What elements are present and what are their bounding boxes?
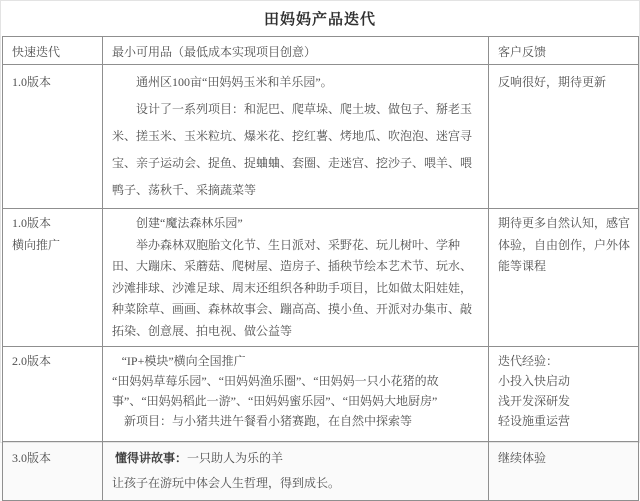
version-cell (3, 65, 103, 209)
content-cell (103, 65, 489, 209)
content-cell (103, 347, 489, 442)
version-label: 3.0版本 (12, 451, 52, 465)
content-paragraph: 新项目：与小猪共进午餐看小猪赛跑，在自然中探索等 (124, 414, 413, 428)
feedback-text: 浅开发深研发 (498, 394, 571, 408)
feedback-cell (489, 442, 639, 501)
feedback-cell (489, 347, 639, 442)
table-row (3, 65, 639, 209)
content-paragraph: “IP+模块”横向全国推广 (121, 354, 246, 368)
content-cell (103, 442, 489, 501)
header-cell-mvp: 最小可用品（最低成本实现项目创意） (103, 37, 489, 65)
table-row (3, 347, 639, 442)
content-lead-rest: 一只助人为乐的羊 (187, 451, 284, 465)
table-row (3, 209, 639, 347)
content-paragraph: 举办森林双胞胎文化节、生日派对、采野花、玩儿树叶、学种田、大蹦床、采蘑菇、爬树屋、造房子、插秧节绘本艺术节、玩水、沙滩排球、沙滩足球、周末还组织各种助手项目，比如做太阳娃娃，种菜除草、画画、森林故事会、蹦高高、摸小鱼、开派对办集市、敲拓染、创意展、拍电视、做公益等 (112, 237, 473, 338)
feedback-cell (489, 65, 639, 209)
version-cell (3, 347, 103, 442)
feedback-text: 期待更多自然认知，感官体验，自由创作，户外体能等课程 (498, 216, 631, 273)
version-label: 1.0版本 (12, 75, 52, 89)
content-paragraph: “田妈妈草莓乐园”、“田妈妈渔乐圈”、“田妈妈一只小花猪的故事”、“田妈妈稻此一游”、“田妈妈蜜乐园”、“田妈妈大地厨房” (112, 374, 439, 408)
feedback-text: 小投入快启动 (498, 374, 571, 388)
page-title: 田妈妈产品迭代 (263, 12, 376, 28)
content-paragraph: 设计了一系列项目：和泥巴、爬草垛、爬土坡、做包子、掰老玉米、搓玉米、玉米粒坑、爆米花、挖红薯、烤地瓜、吹泡泡、迷宫寻宝、亲子运动会、捉鱼、捉蛐蛐、套圈、走迷宫、挖沙子、喂羊、喂鸭子、荡秋千、采摘蔬菜等 (112, 102, 473, 197)
feedback-text: 迭代经验： (498, 354, 559, 368)
header-cell-version: 快速迭代 (3, 37, 103, 65)
content-paragraph (112, 446, 482, 471)
feedback-text: 继续体验 (498, 451, 547, 465)
product-iteration-table (2, 36, 639, 501)
content-paragraph: 通州区100亩“田妈妈玉米和羊乐园”。 (136, 75, 333, 89)
version-label: 2.0版本 (12, 354, 52, 368)
content-paragraph: 让孩子在游玩中体会人生哲理，得到成长。 (112, 476, 341, 490)
table-row (3, 442, 639, 501)
version-cell (3, 442, 103, 501)
feedback-cell (489, 209, 639, 347)
version-cell (3, 209, 103, 347)
version-label: 1.0版本 (12, 216, 52, 230)
table-header-row (3, 37, 639, 65)
feedback-text: 反响很好，期待更新 (498, 75, 607, 89)
content-lead-bold: 懂得讲故事： (115, 451, 188, 465)
header-cell-feedback: 客户反馈 (489, 37, 639, 65)
feedback-text: 轻设施重运营 (498, 414, 571, 428)
version-label-line2: 横向推广 (12, 237, 61, 252)
content-cell (103, 209, 489, 347)
content-paragraph: 创建“魔法森林乐园” (136, 216, 243, 230)
